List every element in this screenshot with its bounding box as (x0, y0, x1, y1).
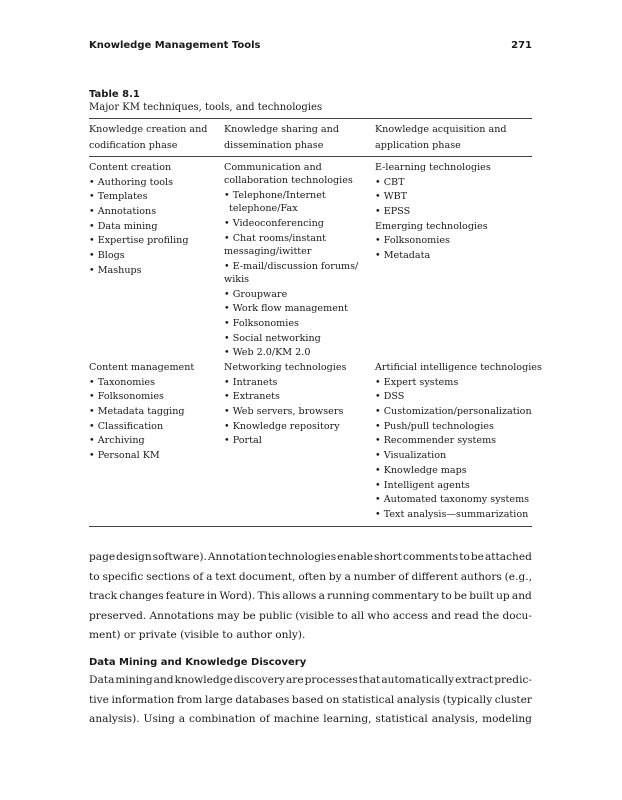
row2-col1-list (89, 361, 194, 464)
column-header-acquisition: Knowledge acquisition and application phase (375, 124, 507, 151)
list-item: • CBT (375, 176, 405, 188)
text-line: preserved. Annotations may be public (visible to all who access and read the docu- (89, 609, 532, 622)
paragraph-data-mining (89, 671, 532, 730)
list-item: • Intranets (224, 376, 278, 388)
list-item: • EPSS (375, 206, 411, 218)
text-line: track changes feature in Word). This allows a running commentary to be built up and (89, 590, 532, 602)
text-line: to specific sections of a text document, often by a number of different authors (e.g., (89, 570, 532, 583)
list-item: • Chat rooms/instant (224, 232, 327, 244)
list-item: • Telephone/Internet (224, 190, 326, 201)
list-item: • Portal (224, 435, 262, 447)
list-item: Networking technologies (224, 362, 347, 373)
list-item: • Authoring tools (89, 176, 174, 188)
list-item: • Blogs (89, 250, 125, 262)
table-caption: Major KM techniques, tools, and technologies (89, 102, 323, 113)
list-item: • Groupware (224, 288, 288, 300)
list-item: • Web servers, browsers (224, 406, 344, 418)
list-item: • WBT (375, 191, 408, 203)
list-item: Artificial intelligence technologies (375, 362, 542, 373)
list-item: Emerging technologies (375, 220, 488, 232)
table-number: Table 8.1 (89, 89, 140, 100)
list-item: • Social networking (224, 332, 321, 344)
list-item: • Customization/personalization (375, 406, 532, 418)
list-item: • Push/pull technologies (375, 420, 494, 432)
list-item: Communication and (224, 162, 322, 173)
row1-col1-list (89, 161, 188, 279)
list-item: messaging/iwitter (224, 245, 312, 257)
running-header (89, 40, 532, 54)
page-number: 271 (511, 40, 532, 51)
table-bottom-rule (89, 526, 532, 527)
list-item: • Expert systems (375, 376, 459, 388)
list-item: • Metadata tagging (89, 406, 185, 418)
list-item: Content creation (89, 162, 172, 173)
text-line: tive information from large databases based on statistical analysis (typically cluster (89, 693, 532, 706)
list-item: • Videoconferencing (224, 218, 324, 229)
table-header-rule (89, 156, 532, 157)
column-header-creation: Knowledge creation and codification phase (89, 124, 208, 151)
list-item: • Text analysis—summarization (375, 508, 529, 520)
list-item: • Knowledge maps (375, 464, 467, 476)
list-item: • Recommender systems (375, 435, 497, 447)
list-item: • Metadata (375, 250, 431, 262)
table-top-rule (89, 118, 532, 119)
list-item: • Expertise profiling (89, 235, 189, 247)
list-item: • E-mail/discussion forums/ (224, 260, 359, 272)
list-item: • Folksonomies (375, 235, 450, 247)
list-item: • Folksonomies (224, 318, 299, 330)
column-header-sharing: Knowledge sharing and dissemination phase (224, 124, 339, 151)
list-item: • Mashups (89, 264, 142, 276)
list-item: • Personal KM (89, 450, 160, 462)
list-item: • Knowledge repository (224, 420, 340, 432)
list-item: • Web 2.0/KM 2.0 (224, 347, 311, 359)
list-item: collaboration technologies (224, 175, 353, 186)
row2-col3-list (375, 361, 542, 523)
text-line: analysis). Using a combination of machine learning, statistical analysis, modeling (89, 713, 532, 725)
list-item: • Folksonomies (89, 391, 164, 403)
row1-col2-list (224, 161, 358, 361)
list-item: • Work flow management (224, 303, 348, 315)
list-item: • Extranets (224, 391, 280, 403)
text-line: Data mining and knowledge discovery are processes that automatically extract predic- (89, 674, 532, 686)
row1-col3-list (375, 161, 491, 264)
list-item: E-learning technologies (375, 162, 491, 173)
list-item: • Intelligent agents (375, 479, 470, 491)
text-line: page design software). Annotation technologies enable short comments to be attached (89, 551, 532, 563)
list-item: • Classification (89, 420, 164, 432)
list-item: • Data mining (89, 220, 158, 232)
text-line: ment) or private (visible to author only). (89, 629, 306, 641)
row2-col2-list (224, 361, 346, 449)
list-item: wikis (224, 273, 250, 285)
list-item: • Annotations (89, 206, 157, 218)
list-item: telephone/Fax (229, 203, 298, 214)
list-item: • DSS (375, 391, 405, 403)
list-item: • Archiving (89, 435, 145, 447)
list-item: • Templates (89, 191, 148, 203)
list-item: • Taxonomies (89, 376, 155, 388)
list-item: • Automated taxonomy systems (375, 494, 530, 506)
list-item: • Visualization (375, 450, 447, 462)
running-title: Knowledge Management Tools (89, 40, 261, 51)
section-heading: Data Mining and Knowledge Discovery (89, 657, 307, 668)
list-item: Content management (89, 362, 195, 373)
paragraph-annotations (89, 548, 532, 646)
